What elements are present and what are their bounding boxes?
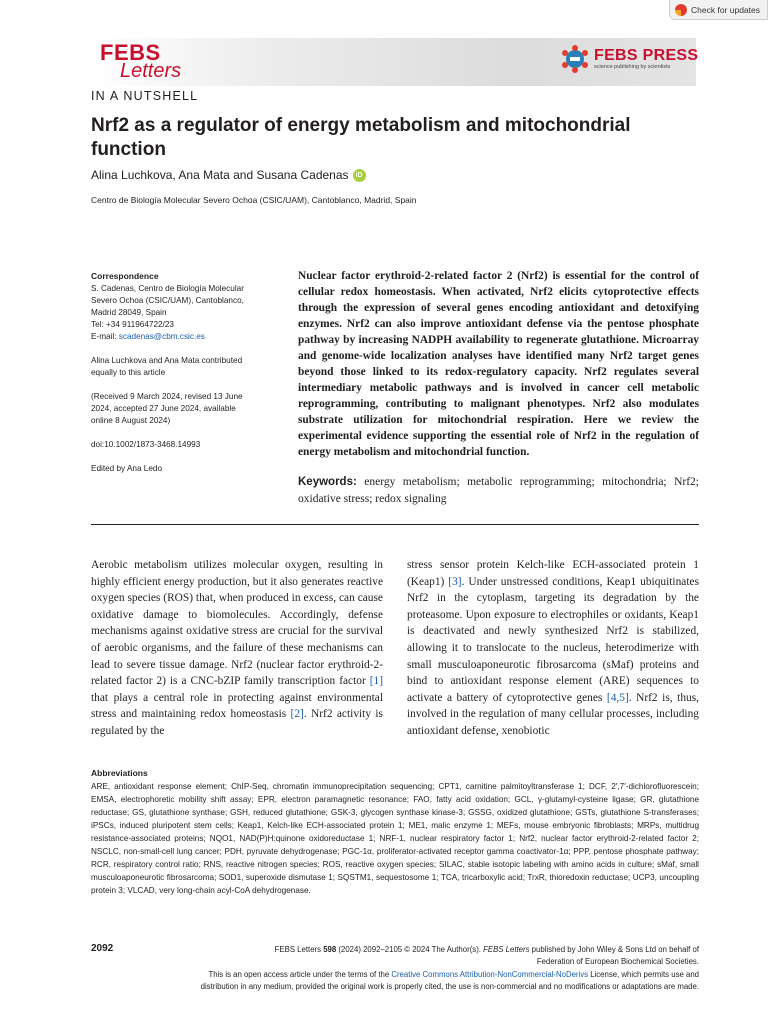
article-info-sidebar: [91, 270, 281, 475]
contribution-line: Alina Luchkova and Ana Mata contributed: [91, 356, 243, 365]
license-link[interactable]: Creative Commons Attribution-NonCommercial-NoDerivs: [391, 970, 589, 979]
license-text: License, which permits use and: [588, 970, 699, 979]
body-text: Aerobic metabolism utilizes molecular oxygen, resulting in highly efficient energy production, but it also generates reactive oxygen species (ROS) that, when produced in excess, can cause oxidative damage to biomolecules. Accordingly, defense mechanisms against oxidative stress are crucial for the survival of aerobic organisms, and the failure of these mechanisms can lead to severe tissue damage. Nrf2 (nuclear factor erythroid-2-related factor 2) is a CNC-bZIP family transcription factor: [91, 559, 383, 688]
correspondence-line: Severo Ochoa (CSIC/UAM), Cantoblanco,: [91, 296, 244, 305]
reference-link[interactable]: [3]: [448, 575, 462, 588]
febs-press-wordmark: FEBS PRESS: [594, 46, 699, 64]
citation-volume: 598: [323, 945, 337, 954]
footer-citation: [200, 944, 699, 967]
abbreviations: [91, 767, 699, 897]
keywords: [298, 474, 699, 508]
keywords-text: energy metabolism; metabolic reprogramming; mitochondria; Nrf2; oxidative stress; redox signaling: [298, 476, 699, 505]
body-text: . Nrf2 activity is regulated by the: [91, 708, 383, 737]
citation-line-2: Federation of European Biochemical Societies.: [536, 956, 699, 966]
authors-line: [91, 168, 366, 182]
febs-press-logo: [560, 44, 698, 74]
section-divider: [91, 524, 699, 525]
correspondence-line: Tel: +34 911964722/23: [91, 320, 174, 329]
citation-text: published by John Wiley & Sons Ltd on behalf of: [529, 945, 699, 954]
body-text: . Under unstressed conditions, Keap1 ubiquitinates Nrf2 in the cytoplasm, targeting its degradation by the proteasome. Upon exposure to electrophiles or oxidants, Keap1 is deactivated and newly synthesized Nrf2 is stabilized, allowing it to translocate to the nucleus, heterodimerize with small musculoaponeurotic fibrosarcoma (sMaf) proteins and bind to antioxidant response element (ARE) sequences to activate a battery of cytoprotective genes: [407, 575, 699, 704]
correspondence-heading: Correspondence: [91, 271, 159, 281]
citation-text: FEBS Letters: [274, 945, 324, 954]
body-column-right: [407, 557, 699, 740]
email-line: [91, 331, 281, 343]
reference-link[interactable]: [1]: [369, 675, 383, 688]
crossmark-icon: [675, 4, 687, 16]
history-line: 2024, accepted 27 June 2024, available: [91, 404, 236, 413]
history-line: online 8 August 2024): [91, 416, 171, 425]
email-label: E-mail:: [91, 332, 119, 341]
reference-link[interactable]: [4,5]: [606, 691, 629, 704]
orcid-icon[interactable]: iD: [353, 169, 366, 182]
reference-link[interactable]: [2]: [290, 708, 304, 721]
febs-letters-logo-bottom: Letters: [120, 60, 182, 82]
section-label: IN A NUTSHELL: [91, 89, 199, 103]
article-title: Nrf2 as a regulator of energy metabolism and mitochondrial function: [91, 115, 631, 160]
license-line-2: distribution in any medium, provided the original work is properly cited, the use is non-commercial and no modifications or adaptations are made.: [200, 981, 699, 991]
check-updates-label: Check for updates: [691, 4, 760, 15]
keywords-label: Keywords:: [298, 476, 357, 488]
affiliation: Centro de Biología Molecular Severo Ochoa (CSIC/UAM), Cantoblanco, Madrid, Spain: [91, 195, 417, 205]
abbreviations-heading: Abbreviations: [91, 768, 148, 778]
abstract: Nuclear factor erythroid-2-related factor 2 (Nrf2) is essential for the control of cellular redox homeostasis. When activated, Nrf2 elicits cytoprotective effects through the expression of several genes encoding antioxidant and detoxifying enzymes. Nrf2 can also improve antioxidant defense via the pentose phosphate pathway by increasing NADPH availability to regenerate glutathione. Microarray and genome-wide localization analyses have identified many Nrf2 target genes beyond those linked to its redox-regulatory capacity. Nrf2 regulates several intermediary metabolic pathways and is involved in cancer cell metabolic reprogramming, contributing to malignant phenotypes. Nrf2 also modulates substrate utilization for mitochondrial respiration. Here we review the experimental evidence supporting the essential role of Nrf2 in the regulation of energy metabolism and mitochondrial function.: [298, 270, 699, 458]
citation-text: (2024) 2092–2105 © 2024 The Author(s).: [336, 945, 484, 954]
license-text: This is an open access article under the terms of the: [208, 970, 392, 979]
authors: Alina Luchkova, Ana Mata and Susana Cadenas: [91, 168, 349, 182]
edited-by: Edited by Ana Ledo: [91, 464, 163, 473]
page-number: 2092: [91, 943, 114, 954]
body-text: that plays a central role in protecting against environmental stress and maintaining redox homeostasis: [91, 691, 383, 721]
citation-journal: FEBS Letters: [483, 945, 530, 954]
correspondence-line: Madrid 28049, Spain: [91, 308, 167, 317]
body-column-left: [91, 557, 383, 740]
body-text: . Nrf2 is, thus, involved in the regulation of many cellular processes, including antioxidant defense, xenobiotic: [407, 691, 699, 737]
footer-license: [120, 969, 699, 992]
doi: doi:10.1002/1873-3468.14993: [91, 440, 201, 449]
febs-letters-logo-top: FEBS: [100, 40, 161, 65]
correspondence-line: S. Cadenas, Centro de Biología Molecular: [91, 284, 244, 293]
febs-press-globe-icon: [560, 44, 590, 74]
febs-press-tagline: science publishing by scientists: [594, 63, 671, 70]
abbreviations-text: ARE, antioxidant response element; ChIP-Seq, chromatin immunoprecipitation sequencing; CPT1, carnitine palmitoyltransferase 1; DCF, 2′,7′-dichlorofluorescein; EMSA, electrophoretic mobility shift assay; EPR, electron paramagnetic resonance; FAO, fatty acid oxidation; GCL, γ-glutamyl-cysteine ligase; GR, glutathione reductase; GS, glutathione synthase; GSH, reduced glutathione; GSK-3, glycogen synthase kinase-3; GSSG, oxidized glutathione; GSTs, glutathione S-transferases; iPSCs, induced pluripotent stem cells; Keap1, Kelch-like ECH-associated protein 1; ME1, malic enzyme 1; MEFs, mouse embryonic fibroblasts; MRPs, multidrug resistance-associated proteins; NQO1, NAD(P)H:quinone oxidoreductase 1; NRF-1, nuclear respiratory factor 1; Nrf2, nuclear factor erythroid-2-related factor 2; NSCLC, non-small-cell lung cancer; PDH, pyruvate dehydrogenase; PGC-1α, proliferator-activated receptor gamma coactivator-1α; PPP, pentose phosphate pathway; RCR, respiratory control ratio; RNS, reactive nitrogen species; ROS, reactive oxygen species; SILAC, stable isotopic labeling with amino acids in culture; sMaf, small musculoaponeurotic fibrosarcoma; SOD1, superoxide dismutase 1; SQSTM1, sequestosome 1; TCA, tricarboxylic acid; TrxR, thioredoxin reductase; UCP3, uncoupling protein 3; VLCAD, very long-chain acyl-CoA dehydrogenase.: [91, 782, 699, 895]
email-link[interactable]: scadenas@cbm.csic.es: [118, 332, 205, 341]
contribution-line: equally to this article: [91, 368, 166, 377]
check-for-updates-button[interactable]: [669, 0, 768, 20]
history-line: (Received 9 March 2024, revised 13 June: [91, 392, 243, 401]
body-text: stress sensor protein Kelch-like ECH-associated protein 1 (Keap1): [407, 559, 699, 588]
